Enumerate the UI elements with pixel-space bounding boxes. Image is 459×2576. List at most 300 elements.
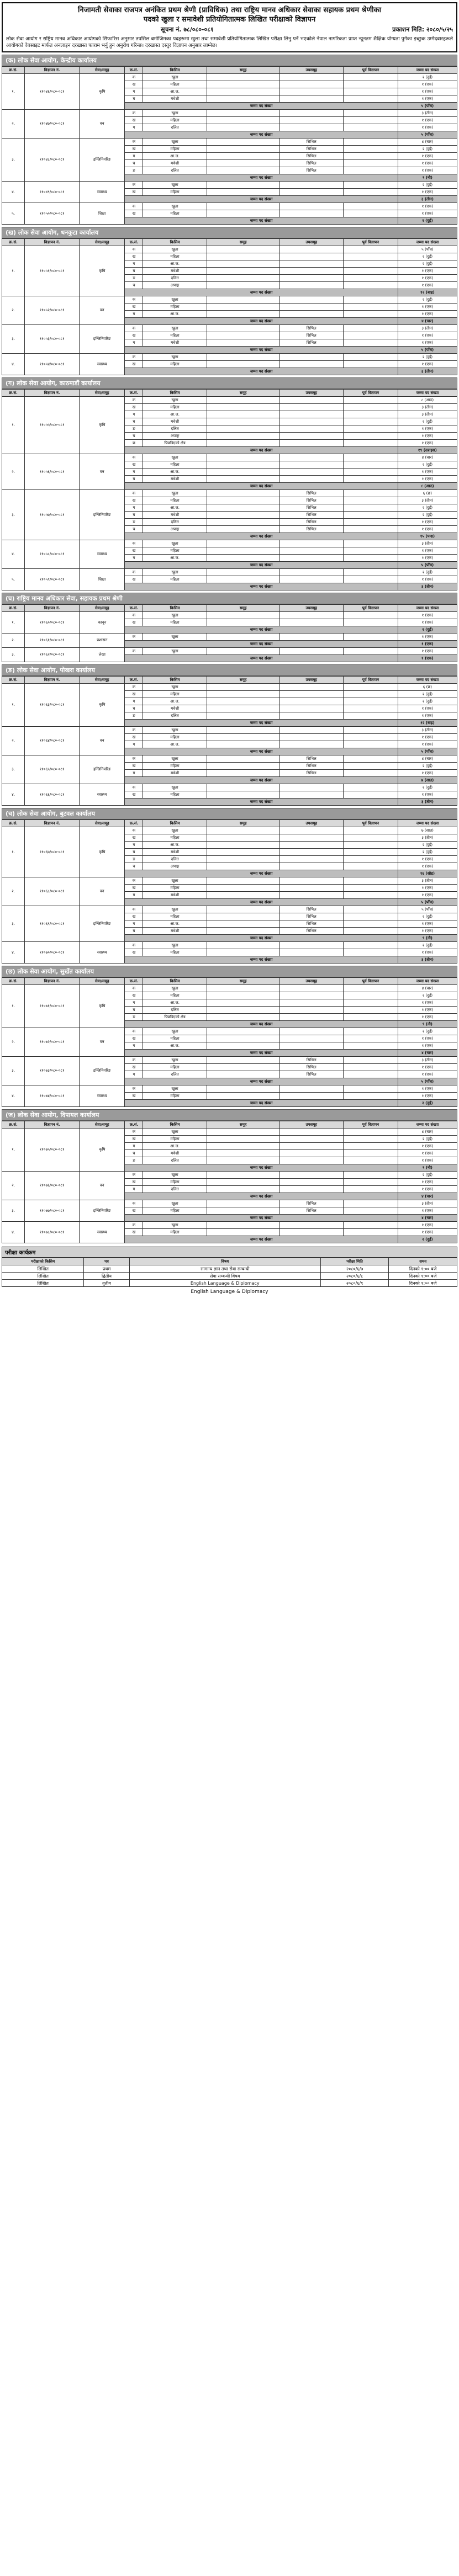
table-cell	[279, 942, 343, 949]
subtotal-value: ३ (तीन)	[398, 799, 457, 806]
column-header: क्र.सं.	[2, 67, 25, 74]
table-cell	[207, 920, 279, 928]
table-cell	[207, 1085, 279, 1093]
table-row	[2, 1057, 457, 1064]
table-cell: ६ (छ)	[398, 684, 457, 691]
table-cell	[207, 1172, 279, 1179]
table-cell: मधेशी	[143, 160, 207, 167]
table-cell	[279, 849, 343, 856]
table-cell: महिला	[143, 189, 207, 196]
table-cell	[279, 440, 343, 447]
table-cell	[279, 311, 343, 318]
column-header: किसिम	[143, 820, 207, 827]
schedule-header: विषय	[129, 1258, 320, 1265]
table-cell: क	[125, 942, 143, 949]
table-cell	[279, 1129, 343, 1136]
vacancy-table	[2, 604, 457, 662]
vacancy-sections	[2, 55, 457, 1243]
table-row	[2, 540, 457, 547]
table-cell: ख	[125, 791, 143, 799]
table-row	[2, 1172, 457, 1179]
subtotal-label: जम्मा पद संख्या	[125, 533, 398, 540]
table-cell	[343, 999, 398, 1007]
table-cell: सिभिल	[279, 504, 343, 512]
table-cell: ख	[125, 1207, 143, 1215]
table-cell: ग	[125, 555, 143, 562]
table-cell	[207, 1222, 279, 1229]
table-cell: छ	[125, 440, 143, 447]
table-cell	[343, 512, 398, 519]
subtotal-value: ९ (नौ)	[398, 1164, 457, 1172]
table-cell: क	[125, 1172, 143, 1179]
table-cell: १ (एक)	[398, 124, 457, 131]
serial-number: २.	[2, 877, 25, 906]
table-cell	[207, 526, 279, 533]
table-cell	[343, 354, 398, 361]
table-cell: १ (एक)	[398, 117, 457, 124]
table-cell	[343, 1064, 398, 1071]
serial-number: २.	[2, 1172, 25, 1200]
table-cell: खुला	[143, 684, 207, 691]
table-cell	[207, 332, 279, 339]
table-cell	[207, 268, 279, 275]
subtotal-label: जम्मा पद संख्या	[125, 899, 398, 906]
table-cell: खुला	[143, 1028, 207, 1035]
column-header: किसिम	[143, 677, 207, 684]
table-cell	[343, 253, 398, 260]
table-cell: सिभिल	[279, 526, 343, 533]
table-cell	[207, 648, 279, 655]
table-cell	[207, 1200, 279, 1207]
column-header: समूह	[207, 67, 279, 74]
table-cell: २ (दुई)	[398, 913, 457, 920]
table-cell: २ (दुई)	[398, 1028, 457, 1035]
column-header: क्र.सं.	[2, 1121, 25, 1129]
table-cell: ख	[125, 834, 143, 842]
table-cell: सिभिल	[279, 770, 343, 777]
column-header: पूर्व विज्ञापन	[343, 605, 398, 612]
section-title: (क) लोक सेवा आयोग, केन्द्रीय कार्यालय	[2, 55, 457, 66]
table-cell: सिभिल	[279, 339, 343, 347]
table-cell	[343, 1186, 398, 1193]
table-cell: महिला	[143, 332, 207, 339]
table-row	[2, 1222, 457, 1229]
table-row	[2, 182, 457, 189]
table-cell	[279, 1150, 343, 1157]
table-header-row	[2, 1121, 457, 1129]
table-cell	[343, 397, 398, 404]
service-group: वन	[80, 454, 125, 490]
table-cell: २ (दुई)	[398, 512, 457, 519]
table-cell: ग	[125, 124, 143, 131]
table-cell	[343, 1129, 398, 1136]
table-cell	[207, 296, 279, 304]
table-cell	[207, 519, 279, 526]
table-cell	[343, 332, 398, 339]
table-cell: ख	[125, 913, 143, 920]
table-cell: घ	[125, 1150, 143, 1157]
table-cell	[343, 433, 398, 440]
table-cell	[207, 1143, 279, 1150]
table-cell: ६ (छ)	[398, 490, 457, 497]
table-cell	[279, 985, 343, 992]
subtotal-value: ५ (पाँच)	[398, 131, 457, 139]
column-header: सेवा/समूह	[80, 1121, 125, 1129]
table-cell	[207, 877, 279, 885]
table-header-row	[2, 677, 457, 684]
table-cell	[207, 203, 279, 210]
table-cell: २ (दुई)	[398, 182, 457, 189]
service-group: कानून	[80, 612, 125, 634]
notice-number: सूचना नं. ७८/०८०-०८१	[161, 25, 214, 34]
table-cell: ३ (तीन)	[398, 411, 457, 418]
service-group: स्वास्थ्य	[80, 540, 125, 569]
table-cell: क	[125, 648, 143, 655]
table-cell	[207, 705, 279, 712]
service-group: स्वास्थ्य	[80, 942, 125, 964]
subtotal-label: जम्मा पद संख्या	[125, 1236, 398, 1243]
table-cell: च	[125, 433, 143, 440]
column-header: विज्ञापन नं.	[25, 239, 80, 246]
advertisement-number: ११०५४/०८०-०८१	[25, 354, 80, 375]
table-cell	[343, 81, 398, 88]
table-cell: ग	[125, 504, 143, 512]
table-cell: क	[125, 684, 143, 691]
column-header: पूर्व विज्ञापन	[343, 390, 398, 397]
table-row	[2, 877, 457, 885]
table-header-row	[2, 239, 457, 246]
schedule-header: पत्र	[84, 1258, 129, 1265]
subtotal-label: जम्मा पद संख्या	[125, 217, 398, 225]
subtotal-label: जम्मा पद संख्या	[125, 483, 398, 490]
column-header: जम्मा पद संख्या	[398, 605, 457, 612]
table-cell	[207, 1157, 279, 1164]
table-cell	[207, 949, 279, 956]
service-group: स्वास्थ्य	[80, 1222, 125, 1243]
subtotal-label: जम्मा पद संख्या	[125, 626, 398, 634]
table-cell	[343, 95, 398, 103]
table-cell: १ (एक)	[398, 476, 457, 483]
advertisement-number: ११०६३/०८०-०८१	[25, 684, 80, 727]
table-cell: महिला	[143, 734, 207, 741]
table-cell: १ (एक)	[398, 634, 457, 641]
table-cell	[279, 476, 343, 483]
table-cell: खुला	[143, 569, 207, 576]
table-cell	[207, 942, 279, 949]
table-cell	[207, 1093, 279, 1100]
column-header: उपसमूह	[279, 978, 343, 985]
table-cell	[343, 1157, 398, 1164]
table-cell	[207, 834, 279, 842]
subtotal-value: ५ (पाँच)	[398, 1078, 457, 1085]
column-header: जम्मा पद संख्या	[398, 390, 457, 397]
service-group: स्वास्थ्य	[80, 354, 125, 375]
table-cell	[207, 311, 279, 318]
table-row	[2, 684, 457, 691]
advertisement-number: ११०६५/०८०-०८१	[25, 755, 80, 784]
table-cell: महिला	[143, 885, 207, 892]
table-cell	[279, 189, 343, 196]
subtotal-label: जम्मा पद संख्या	[125, 655, 398, 662]
subtotal-label: जम्मा पद संख्या	[125, 956, 398, 964]
exam-schedule	[2, 1247, 457, 1295]
table-cell	[279, 691, 343, 698]
table-header-row	[2, 67, 457, 74]
table-cell: १ (एक)	[398, 339, 457, 347]
table-row	[2, 354, 457, 361]
subtotal-label: जम्मा पद संख्या	[125, 562, 398, 569]
table-cell: १ (एक)	[398, 361, 457, 368]
table-cell	[343, 504, 398, 512]
serial-number: ३.	[2, 755, 25, 784]
table-cell	[207, 576, 279, 583]
subtotal-value: ५ (पाँच)	[398, 103, 457, 110]
advertisement-number: ११०४७/०८०-०८१	[25, 110, 80, 139]
table-cell: महिला	[143, 1064, 207, 1071]
table-cell: २ (दुई)	[398, 354, 457, 361]
table-row	[2, 942, 457, 949]
advertisement-number: ११०७५/०८०-०८१	[25, 1129, 80, 1172]
table-cell	[207, 325, 279, 332]
service-group: कृषि	[80, 1129, 125, 1172]
table-cell: क	[125, 634, 143, 641]
table-cell	[207, 1064, 279, 1071]
table-cell: ग	[125, 1186, 143, 1193]
table-cell: मधेशी	[143, 476, 207, 483]
table-cell: घ	[125, 705, 143, 712]
advertisement-number: ११०४९/०८०-०८१	[25, 182, 80, 203]
table-cell: क	[125, 74, 143, 81]
table-cell	[207, 260, 279, 268]
column-header: जम्मा पद संख्या	[398, 239, 457, 246]
column-header: क्र.सं.	[125, 605, 143, 612]
table-cell	[207, 88, 279, 95]
table-cell: मधेशी	[143, 892, 207, 899]
vacancy-table	[2, 1121, 457, 1243]
table-cell: आ.ज.	[143, 555, 207, 562]
serial-number: ४.	[2, 1222, 25, 1243]
table-cell	[279, 81, 343, 88]
table-cell	[343, 425, 398, 433]
table-cell	[279, 404, 343, 411]
table-cell: दलित	[143, 1007, 207, 1014]
schedule-cell: सेवा सम्बन्धी विषय	[129, 1273, 320, 1280]
vacancy-table	[2, 676, 457, 806]
service-group: शिक्षा	[80, 203, 125, 225]
table-cell: ३ (तीन)	[398, 834, 457, 842]
service-group: इन्जिनियरिङ	[80, 325, 125, 354]
table-cell: २ (दुई)	[398, 146, 457, 153]
table-cell: खुला	[143, 648, 207, 655]
table-cell: मधेशी	[143, 705, 207, 712]
table-cell	[279, 698, 343, 705]
advertisement-number: ११०७६/०८०-०८१	[25, 1172, 80, 1200]
table-cell	[343, 540, 398, 547]
table-cell: ४ (चार)	[398, 985, 457, 992]
table-cell: २ (दुई)	[398, 992, 457, 999]
table-cell: खुला	[143, 784, 207, 791]
table-header-row	[2, 978, 457, 985]
table-cell	[207, 540, 279, 547]
table-cell: क	[125, 784, 143, 791]
subtotal-label: जम्मा पद संख्या	[125, 777, 398, 784]
advertisement-number: ११०६९/०८०-०८१	[25, 906, 80, 942]
table-cell	[343, 569, 398, 576]
advertisement-number: ११०५८/०८०-०८१	[25, 540, 80, 569]
subtotal-label: जम्मा पद संख्या	[125, 935, 398, 942]
table-cell	[207, 791, 279, 799]
table-cell: ३ (तीन)	[398, 877, 457, 885]
table-cell	[207, 418, 279, 425]
table-cell: २ (दुई)	[398, 942, 457, 949]
table-cell: महिला	[143, 913, 207, 920]
serial-number: २.	[2, 727, 25, 755]
section-title: (घ) राष्ट्रिय मानव अधिकार सेवा, सहायक प्रथम श्रेणी	[2, 593, 457, 604]
column-header: किसिम	[143, 1121, 207, 1129]
service-group: वन	[80, 877, 125, 906]
table-cell: महिला	[143, 1136, 207, 1143]
table-cell: ख	[125, 1136, 143, 1143]
table-cell: १ (एक)	[398, 304, 457, 311]
table-cell: १ (एक)	[398, 268, 457, 275]
table-cell: ३ (तीन)	[398, 1200, 457, 1207]
table-row	[2, 203, 457, 210]
table-cell: क	[125, 1129, 143, 1136]
table-cell	[279, 74, 343, 81]
table-cell: ग	[125, 999, 143, 1007]
table-cell: सिभिल	[279, 755, 343, 763]
service-group: कृषि	[80, 74, 125, 110]
table-cell	[207, 684, 279, 691]
serial-number: २.	[2, 110, 25, 139]
table-cell: १ (एक)	[398, 1085, 457, 1093]
table-cell	[207, 469, 279, 476]
table-cell: क	[125, 569, 143, 576]
table-cell	[343, 1085, 398, 1093]
table-cell: ङ	[125, 1014, 143, 1021]
table-cell: आ.ज.	[143, 999, 207, 1007]
table-cell	[207, 504, 279, 512]
table-cell: १ (एक)	[398, 705, 457, 712]
table-cell: च	[125, 863, 143, 870]
table-cell: महिला	[143, 834, 207, 842]
table-cell	[343, 461, 398, 469]
table-cell: खुला	[143, 985, 207, 992]
table-cell	[279, 1172, 343, 1179]
table-cell	[343, 1071, 398, 1078]
table-cell	[207, 913, 279, 920]
table-cell: १ (एक)	[398, 526, 457, 533]
column-header: जम्मा पद संख्या	[398, 820, 457, 827]
table-cell	[343, 469, 398, 476]
table-cell	[343, 1057, 398, 1064]
table-cell	[279, 469, 343, 476]
table-cell: १ (एक)	[398, 1207, 457, 1215]
table-cell	[343, 784, 398, 791]
table-cell	[343, 863, 398, 870]
table-cell: १ (एक)	[398, 1042, 457, 1050]
table-cell	[207, 691, 279, 698]
table-cell: २ (दुई)	[398, 260, 457, 268]
table-cell	[343, 856, 398, 863]
table-cell: १ (एक)	[398, 153, 457, 160]
column-header: उपसमूह	[279, 677, 343, 684]
advertisement-number: ११०६४/०८०-०८१	[25, 727, 80, 755]
table-cell	[207, 81, 279, 88]
subtotal-value: ५ (पाँच)	[398, 899, 457, 906]
table-cell	[279, 304, 343, 311]
table-cell	[343, 619, 398, 626]
table-cell	[279, 540, 343, 547]
table-cell: १ (एक)	[398, 203, 457, 210]
table-cell: क	[125, 1085, 143, 1093]
serial-number: १.	[2, 684, 25, 727]
table-cell	[343, 741, 398, 748]
table-cell: सिभिल	[279, 160, 343, 167]
advertisement-number: ११०७३/०८०-०८१	[25, 1057, 80, 1085]
table-cell	[207, 282, 279, 289]
section-title: (ग) लोक सेवा आयोग, काठमाडौं कार्यालय	[2, 377, 457, 389]
table-cell: महिला	[143, 404, 207, 411]
table-cell	[207, 160, 279, 167]
table-cell: ग	[125, 1071, 143, 1078]
column-header: सेवा/समूह	[80, 239, 125, 246]
table-header-row	[2, 820, 457, 827]
table-cell	[207, 569, 279, 576]
table-cell: क	[125, 296, 143, 304]
table-cell	[279, 727, 343, 734]
table-cell	[207, 849, 279, 856]
table-cell: १ (एक)	[398, 791, 457, 799]
subtotal-label: जम्मा पद संख्या	[125, 1215, 398, 1222]
serial-number: ३.	[2, 325, 25, 354]
table-cell: १ (एक)	[398, 433, 457, 440]
notice-intro: लोक सेवा आयोग र राष्ट्रिय मानव अधिकार आयोगको सिफारिस अनुसार तपसिल बमोजिमका पदहरूमा खुला तथा समावेशी प्रतियोगितात्मक लिखित परीक्षा लिनु पर्ने भएकोले नेपाल नागरिकता प्राप्त न्यूनतम शैक्षिक योग्यता पुगेका इच्छुक उम्मेदवारहरूले आयोगको वेबसाइट मार्फत अनलाइन दरखास्त फाराम भर्नु हुन अनुरोध गरिन्छ। दरखास्त दस्तुर विज्ञापन अनुसार लाग्नेछ।	[6, 36, 453, 49]
table-cell	[343, 124, 398, 131]
column-header: विज्ञापन नं.	[25, 820, 80, 827]
table-cell: १ (एक)	[398, 1014, 457, 1021]
table-cell: खुला	[143, 727, 207, 734]
table-cell: १ (एक)	[398, 519, 457, 526]
table-cell: क	[125, 985, 143, 992]
table-cell: १ (एक)	[398, 88, 457, 95]
table-cell: २ (दुई)	[398, 569, 457, 576]
table-cell: १ (एक)	[398, 547, 457, 555]
table-cell: महिला	[143, 253, 207, 260]
table-cell: १ (एक)	[398, 576, 457, 583]
table-cell	[343, 153, 398, 160]
table-cell: आ.ज.	[143, 469, 207, 476]
table-cell: मधेशी	[143, 512, 207, 519]
serial-number: ४.	[2, 942, 25, 964]
table-cell: महिला	[143, 763, 207, 770]
table-cell	[343, 755, 398, 763]
table-cell: खुला	[143, 634, 207, 641]
table-cell	[279, 892, 343, 899]
table-cell	[279, 1136, 343, 1143]
table-cell: मधेशी	[143, 339, 207, 347]
column-header: उपसमूह	[279, 1121, 343, 1129]
service-group: इन्जिनियरिङ	[80, 906, 125, 942]
advertisement-number: ११०६६/०८०-०८१	[25, 784, 80, 806]
table-row	[2, 110, 457, 117]
table-cell	[207, 440, 279, 447]
schedule-cell: २०८०/६/७	[320, 1265, 389, 1273]
table-cell: ख	[125, 1035, 143, 1042]
table-cell	[207, 461, 279, 469]
table-cell: घ	[125, 928, 143, 935]
table-cell: २ (दुई)	[398, 74, 457, 81]
